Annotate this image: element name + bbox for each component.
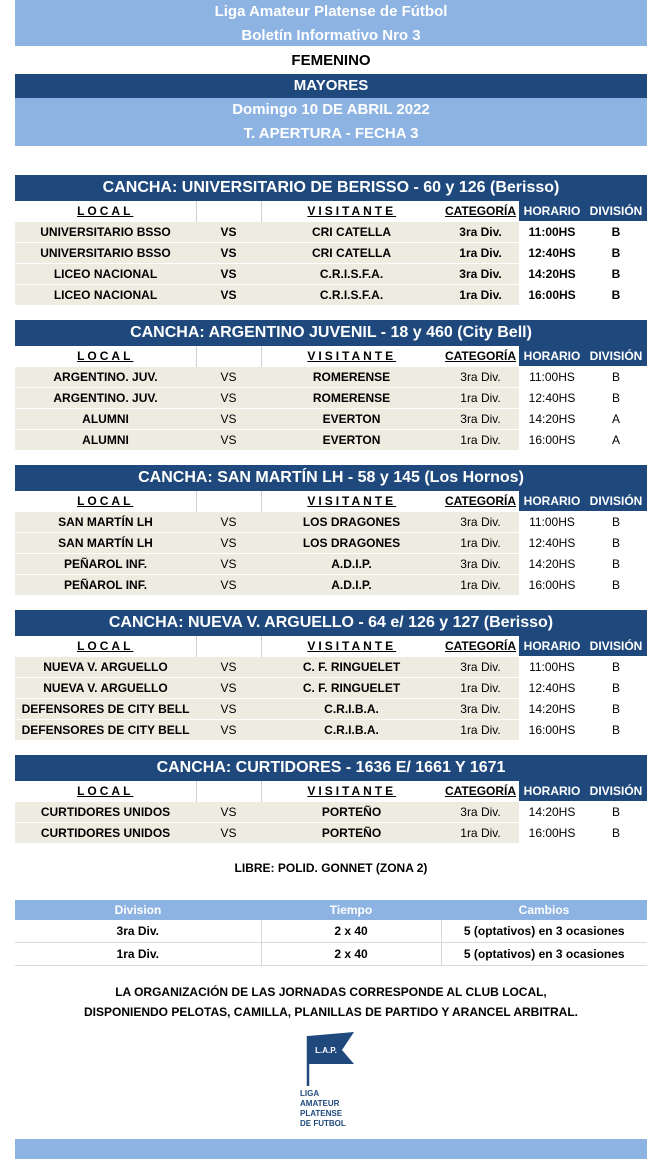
match-division: B xyxy=(585,222,647,243)
column-visitante: VISITANTE xyxy=(261,636,442,657)
logo-line: DE FUTBOL xyxy=(300,1119,346,1128)
column-local: LOCAL xyxy=(15,201,196,222)
rules-division: 3ra Div. xyxy=(15,920,261,943)
column-division: DIVISIÓN xyxy=(585,346,647,367)
match-local: DEFENSORES DE CITY BELL xyxy=(15,699,196,720)
venue-title: CANCHA: CURTIDORES - 1636 E/ 1661 Y 1671 xyxy=(15,755,647,781)
match-horario: 16:00HS xyxy=(519,720,585,741)
column-horario: HORARIO xyxy=(519,201,585,222)
match-visitante: PORTEÑO xyxy=(261,802,442,823)
logo-flag-text: L.A.P. xyxy=(315,1046,337,1055)
match-visitante: C.R.I.S.F.A. xyxy=(261,285,442,306)
match-division: B xyxy=(585,533,647,554)
match-vs: VS xyxy=(196,430,261,451)
column-visitante: VISITANTE xyxy=(261,201,442,222)
rules-cambios: 5 (optativos) en 3 ocasiones xyxy=(441,920,647,943)
match-visitante: ROMERENSE xyxy=(261,388,442,409)
match-vs: VS xyxy=(196,720,261,741)
bye-team: LIBRE: POLID. GONNET (ZONA 2) xyxy=(234,861,428,875)
match-categoria: 3ra Div. xyxy=(442,657,519,678)
match-horario: 11:00HS xyxy=(519,222,585,243)
match-division: B xyxy=(585,512,647,533)
match-categoria: 3ra Div. xyxy=(442,367,519,388)
column-categoria: CATEGORÍA xyxy=(442,201,519,222)
match-visitante: PORTEÑO xyxy=(261,823,442,844)
fixtures-header-row xyxy=(15,201,647,222)
match-visitante: ROMERENSE xyxy=(261,367,442,388)
venue-block xyxy=(15,610,647,740)
match-categoria: 3ra Div. xyxy=(442,409,519,430)
match-local: SAN MARTÍN LH xyxy=(15,512,196,533)
column-division: DIVISIÓN xyxy=(585,781,647,802)
match-row xyxy=(15,802,647,823)
match-row xyxy=(15,512,647,533)
match-horario: 11:00HS xyxy=(519,367,585,388)
match-local: ARGENTINO. JUV. xyxy=(15,367,196,388)
match-horario: 16:00HS xyxy=(519,823,585,844)
fixtures-table xyxy=(15,636,647,740)
match-local: LICEO NACIONAL xyxy=(15,264,196,285)
match-categoria: 1ra Div. xyxy=(442,285,519,306)
match-vs: VS xyxy=(196,222,261,243)
match-horario: 14:20HS xyxy=(519,409,585,430)
rules-tiempo: 2 x 40 xyxy=(261,920,441,943)
match-visitante: LOS DRAGONES xyxy=(261,512,442,533)
rules-row xyxy=(15,943,647,966)
match-horario: 14:20HS xyxy=(519,699,585,720)
match-division: B xyxy=(585,554,647,575)
match-local: ALUMNI xyxy=(15,409,196,430)
match-horario: 12:40HS xyxy=(519,388,585,409)
match-vs: VS xyxy=(196,533,261,554)
match-division: B xyxy=(585,699,647,720)
column-division: DIVISIÓN xyxy=(585,636,647,657)
match-division: B xyxy=(585,720,647,741)
match-categoria: 3ra Div. xyxy=(442,512,519,533)
match-visitante: CRI CATELLA xyxy=(261,243,442,264)
fixtures-header-row xyxy=(15,781,647,802)
column-horario: HORARIO xyxy=(519,491,585,512)
match-division: B xyxy=(585,802,647,823)
match-row xyxy=(15,264,647,285)
rules-header-cambios: Cambios xyxy=(441,900,647,920)
match-categoria: 3ra Div. xyxy=(442,222,519,243)
match-row xyxy=(15,678,647,699)
match-row xyxy=(15,388,647,409)
column-visitante: VISITANTE xyxy=(261,781,442,802)
column-vs xyxy=(196,346,261,367)
logo-line: AMATEUR xyxy=(300,1099,340,1108)
match-horario: 14:20HS xyxy=(519,554,585,575)
venue-block xyxy=(15,755,647,843)
logo-line: LIGA xyxy=(300,1089,320,1098)
match-visitante: A.D.I.P. xyxy=(261,554,442,575)
match-categoria: 1ra Div. xyxy=(442,533,519,554)
match-visitante: C. F. RINGUELET xyxy=(261,657,442,678)
column-vs xyxy=(196,636,261,657)
match-vs: VS xyxy=(196,264,261,285)
column-vs xyxy=(196,201,261,222)
match-vs: VS xyxy=(196,285,261,306)
match-division: A xyxy=(585,409,647,430)
match-horario: 16:00HS xyxy=(519,575,585,596)
venue-block xyxy=(15,175,647,305)
match-horario: 14:20HS xyxy=(519,802,585,823)
rules-row xyxy=(15,920,647,943)
column-visitante: VISITANTE xyxy=(261,346,442,367)
match-row xyxy=(15,657,647,678)
match-local: LICEO NACIONAL xyxy=(15,285,196,306)
match-categoria: 1ra Div. xyxy=(442,243,519,264)
column-local: LOCAL xyxy=(15,346,196,367)
league-name: Liga Amateur Platense de Fútbol xyxy=(15,0,647,24)
match-division: B xyxy=(585,678,647,699)
match-vs: VS xyxy=(196,388,261,409)
match-visitante: C.R.I.B.A. xyxy=(261,699,442,720)
match-categoria: 3ra Div. xyxy=(442,699,519,720)
fixtures-header-row xyxy=(15,491,647,512)
column-categoria: CATEGORÍA xyxy=(442,781,519,802)
fixtures-table xyxy=(15,781,647,843)
match-row xyxy=(15,367,647,388)
column-horario: HORARIO xyxy=(519,781,585,802)
match-categoria: 1ra Div. xyxy=(442,720,519,741)
logo-line: PLATENSE xyxy=(300,1109,343,1118)
match-vs: VS xyxy=(196,678,261,699)
match-categoria: 3ra Div. xyxy=(442,802,519,823)
column-vs xyxy=(196,491,261,512)
match-categoria: 1ra Div. xyxy=(442,823,519,844)
match-row xyxy=(15,285,647,306)
venue-block xyxy=(15,320,647,450)
match-row xyxy=(15,430,647,451)
match-categoria: 1ra Div. xyxy=(442,388,519,409)
match-local: NUEVA V. ARGUELLO xyxy=(15,657,196,678)
match-vs: VS xyxy=(196,823,261,844)
match-local: ALUMNI xyxy=(15,430,196,451)
match-local: UNIVERSITARIO BSSO xyxy=(15,243,196,264)
column-vs xyxy=(196,781,261,802)
match-categoria: 1ra Div. xyxy=(442,575,519,596)
rules-header-tiempo: Tiempo xyxy=(261,900,441,920)
fixtures-header-row xyxy=(15,636,647,657)
tournament-round: T. APERTURA - FECHA 3 xyxy=(15,122,647,146)
note-line-1: LA ORGANIZACIÓN DE LAS JORNADAS CORRESPONDE AL CLUB LOCAL, xyxy=(115,985,547,999)
match-row xyxy=(15,720,647,741)
fixtures-header-row xyxy=(15,346,647,367)
match-row xyxy=(15,699,647,720)
match-row xyxy=(15,243,647,264)
match-horario: 12:40HS xyxy=(519,533,585,554)
organization-note xyxy=(15,982,647,1022)
division-title: MAYORES xyxy=(15,74,647,98)
match-vs: VS xyxy=(196,554,261,575)
match-division: B xyxy=(585,575,647,596)
match-row xyxy=(15,823,647,844)
match-horario: 11:00HS xyxy=(519,512,585,533)
rules-header-division: Division xyxy=(15,900,261,920)
match-vs: VS xyxy=(196,575,261,596)
match-vs: VS xyxy=(196,802,261,823)
match-local: CURTIDORES UNIDOS xyxy=(15,802,196,823)
fixtures-table xyxy=(15,201,647,305)
match-horario: 12:40HS xyxy=(519,678,585,699)
match-categoria: 1ra Div. xyxy=(442,678,519,699)
match-row xyxy=(15,409,647,430)
column-horario: HORARIO xyxy=(519,636,585,657)
fixtures-table xyxy=(15,346,647,450)
match-vs: VS xyxy=(196,367,261,388)
match-horario: 14:20HS xyxy=(519,264,585,285)
column-categoria: CATEGORÍA xyxy=(442,346,519,367)
match-local: UNIVERSITARIO BSSO xyxy=(15,222,196,243)
match-division: B xyxy=(585,367,647,388)
match-local: PEÑAROL INF. xyxy=(15,575,196,596)
match-categoria: 3ra Div. xyxy=(442,264,519,285)
column-local: LOCAL xyxy=(15,636,196,657)
match-date: Domingo 10 DE ABRIL 2022 xyxy=(15,98,647,122)
match-vs: VS xyxy=(196,243,261,264)
match-visitante: C. F. RINGUELET xyxy=(261,678,442,699)
match-visitante: C.R.I.B.A. xyxy=(261,720,442,741)
match-horario: 11:00HS xyxy=(519,657,585,678)
match-local: CURTIDORES UNIDOS xyxy=(15,823,196,844)
match-division: B xyxy=(585,264,647,285)
column-horario: HORARIO xyxy=(519,346,585,367)
column-local: LOCAL xyxy=(15,781,196,802)
match-row xyxy=(15,575,647,596)
note-line-2: DISPONIENDO PELOTAS, CAMILLA, PLANILLAS DE PARTIDO Y ARANCEL ARBITRAL. xyxy=(83,1005,578,1019)
match-local: SAN MARTÍN LH xyxy=(15,533,196,554)
match-division: B xyxy=(585,243,647,264)
match-row xyxy=(15,533,647,554)
column-local: LOCAL xyxy=(15,491,196,512)
match-row xyxy=(15,554,647,575)
match-visitante: C.R.I.S.F.A. xyxy=(261,264,442,285)
match-horario: 16:00HS xyxy=(519,430,585,451)
match-visitante: EVERTON xyxy=(261,409,442,430)
rules-header-row xyxy=(15,900,647,920)
rules-division: 1ra Div. xyxy=(15,943,261,966)
match-categoria: 1ra Div. xyxy=(442,430,519,451)
match-visitante: LOS DRAGONES xyxy=(261,533,442,554)
venue-title: CANCHA: SAN MARTÍN LH - 58 y 145 (Los Hornos) xyxy=(15,465,647,491)
venue-title: CANCHA: ARGENTINO JUVENIL - 18 y 460 (City Bell) xyxy=(15,320,647,346)
match-categoria: 3ra Div. xyxy=(442,554,519,575)
match-horario: 12:40HS xyxy=(519,243,585,264)
match-horario: 16:00HS xyxy=(519,285,585,306)
match-visitante: A.D.I.P. xyxy=(261,575,442,596)
column-division: DIVISIÓN xyxy=(585,491,647,512)
match-division: B xyxy=(585,657,647,678)
fixtures-table xyxy=(15,491,647,595)
bulletin-number: Boletín Informativo Nro 3 xyxy=(15,24,647,48)
rules-tiempo: 2 x 40 xyxy=(261,943,441,966)
match-row xyxy=(15,222,647,243)
match-vs: VS xyxy=(196,699,261,720)
match-division: B xyxy=(585,823,647,844)
match-local: ARGENTINO. JUV. xyxy=(15,388,196,409)
column-division: DIVISIÓN xyxy=(585,201,647,222)
match-local: DEFENSORES DE CITY BELL xyxy=(15,720,196,741)
match-vs: VS xyxy=(196,409,261,430)
match-local: PEÑAROL INF. xyxy=(15,554,196,575)
bulletin-header xyxy=(15,0,647,146)
match-vs: VS xyxy=(196,512,261,533)
venue-title: CANCHA: NUEVA V. ARGUELLO - 64 e/ 126 y 127 (Berisso) xyxy=(15,610,647,636)
match-local: NUEVA V. ARGUELLO xyxy=(15,678,196,699)
venue-block xyxy=(15,465,647,595)
match-vs: VS xyxy=(196,657,261,678)
match-division: A xyxy=(585,430,647,451)
column-categoria: CATEGORÍA xyxy=(442,491,519,512)
venue-title: CANCHA: UNIVERSITARIO DE BERISSO - 60 y 126 (Berisso) xyxy=(15,175,647,201)
logo-wordmark xyxy=(300,1089,346,1129)
match-division: B xyxy=(585,285,647,306)
match-visitante: CRI CATELLA xyxy=(261,222,442,243)
match-division: B xyxy=(585,388,647,409)
rules-table xyxy=(15,900,647,966)
match-visitante: EVERTON xyxy=(261,430,442,451)
column-visitante: VISITANTE xyxy=(261,491,442,512)
column-categoria: CATEGORÍA xyxy=(442,636,519,657)
footer-bar xyxy=(15,1139,647,1159)
category-title: FEMENINO xyxy=(15,48,647,74)
rules-cambios: 5 (optativos) en 3 ocasiones xyxy=(441,943,647,966)
